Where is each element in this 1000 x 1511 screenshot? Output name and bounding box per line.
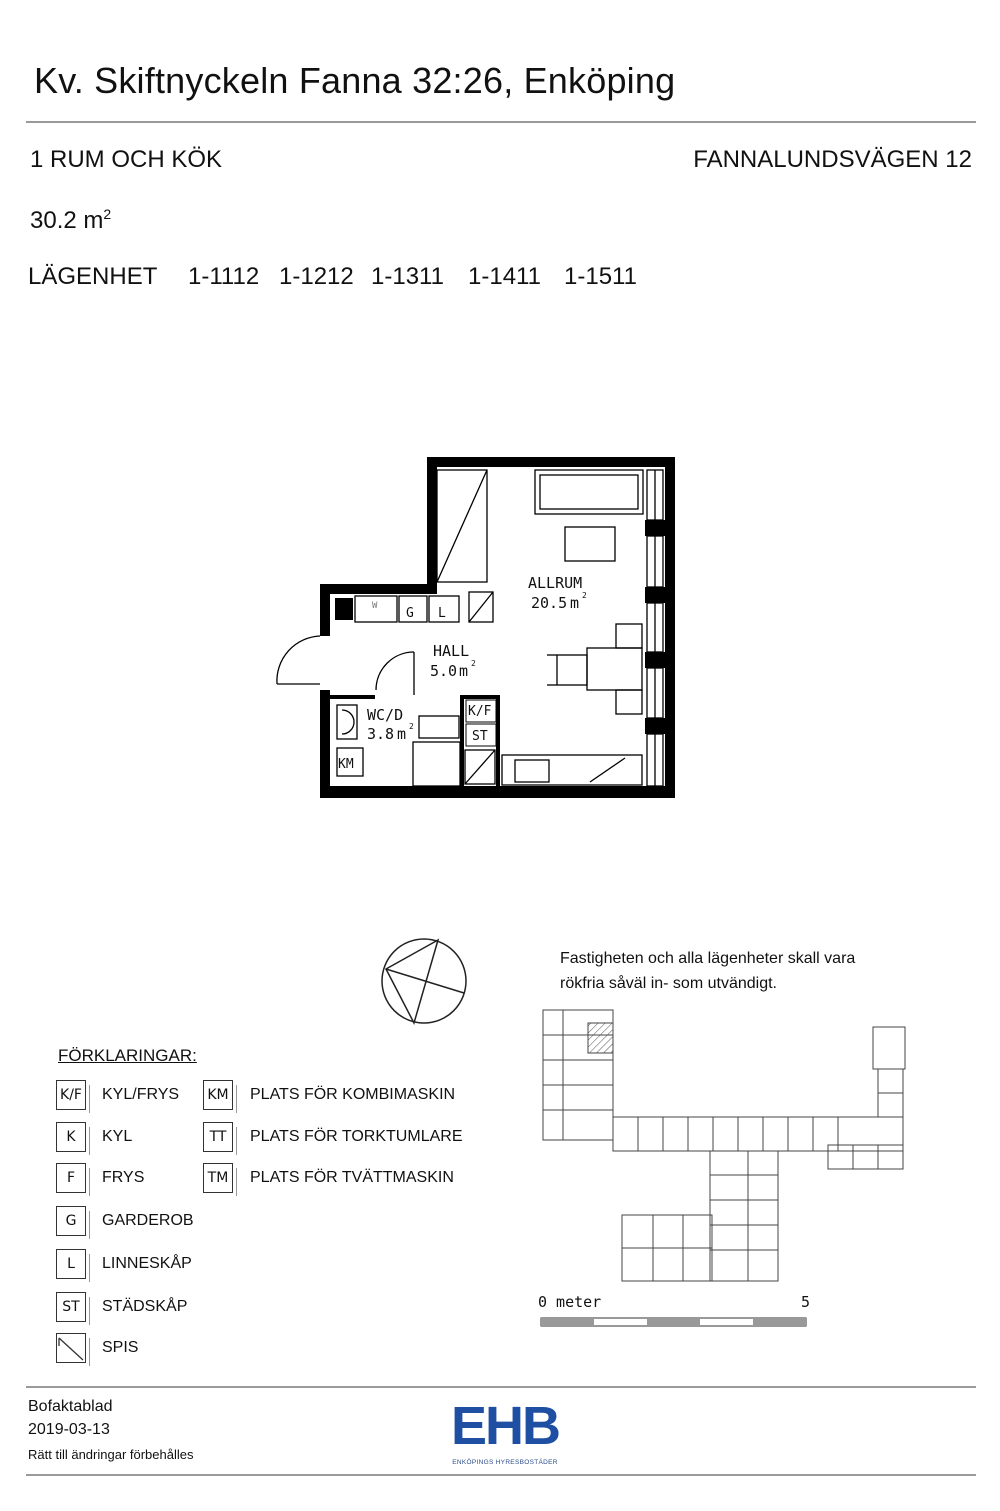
site-plan — [538, 1005, 918, 1290]
logo-subtitle: ENKÖPINGS HYRESBOSTÄDER — [452, 1459, 558, 1466]
legend-label: KYL/FRYS — [102, 1086, 180, 1103]
notice-line: rökfria såväl in- som utvändigt. — [560, 975, 777, 992]
room-type: 1 RUM OCH KÖK — [30, 146, 223, 173]
stove-symbol-icon — [56, 1333, 86, 1363]
apartment-number: 1-1511 — [564, 263, 637, 290]
legend-code: K — [56, 1122, 86, 1152]
legend-code: L — [56, 1249, 86, 1279]
legend-label: PLATS FÖR KOMBIMASKIN — [250, 1086, 456, 1103]
legend-code: F — [56, 1163, 86, 1193]
ehb-logo — [440, 1396, 570, 1468]
room-name: WC/D — [367, 706, 404, 724]
room-unit-sup: 2 — [471, 659, 476, 668]
scale-bar — [540, 1316, 810, 1328]
footer-bottom-divider — [26, 1474, 976, 1476]
legend-label: SPIS — [102, 1339, 139, 1356]
legend-code: KM — [203, 1080, 233, 1110]
room-unit-sup: 2 — [582, 591, 587, 600]
legend-title: FÖRKLARINGAR: — [58, 1046, 197, 1065]
legend-code: TT — [203, 1122, 233, 1152]
scale-end-label: 5 — [801, 1293, 811, 1311]
apartment-area — [30, 206, 111, 235]
washer-mark: W — [372, 601, 378, 611]
street-address: FANNALUNDSVÄGEN 12 — [693, 146, 972, 173]
legend-code: TM — [203, 1163, 233, 1193]
apartment-row — [28, 263, 668, 293]
legend-code: K/F — [56, 1080, 86, 1110]
legend-label: FRYS — [102, 1169, 145, 1186]
linen-mark: L — [438, 606, 446, 621]
legend-code: G — [56, 1206, 86, 1236]
legend-label: PLATS FÖR TVÄTTMASKIN — [250, 1169, 454, 1186]
room-unit-sup: 2 — [409, 722, 414, 731]
logo-text: EHB — [450, 1396, 560, 1452]
area-value: 30.2 m — [30, 207, 104, 234]
room-area: 5.0 — [430, 662, 458, 680]
north-arrow-icon — [378, 935, 470, 1027]
notice-line: Fastigheten och alla lägenheter skall vara — [560, 950, 856, 967]
room-unit: m — [397, 725, 407, 743]
legend-label: LINNESKÅP — [102, 1255, 192, 1272]
floor-plan — [270, 450, 690, 810]
apartment-number: 1-1212 — [279, 263, 354, 290]
document-date: 2019-03-13 — [28, 1421, 110, 1438]
scale-start-label: 0 meter — [538, 1293, 602, 1311]
page-title: Kv. Skiftnyckeln Fanna 32:26, Enköping — [34, 60, 676, 101]
disclaimer: Rätt till ändringar förbehålles — [28, 1447, 194, 1462]
room-area: 20.5 — [531, 594, 568, 612]
legend-label: KYL — [102, 1128, 133, 1145]
smoke-free-notice — [560, 946, 900, 996]
cleaning-mark: ST — [472, 729, 488, 744]
document-type: Bofaktablad — [28, 1398, 113, 1415]
footer-divider — [26, 1386, 976, 1388]
room-area: 3.8 — [367, 725, 395, 743]
legend-code: ST — [56, 1292, 86, 1322]
wardrobe-mark: G — [406, 606, 414, 621]
walls — [320, 457, 675, 798]
room-unit: m — [570, 594, 580, 612]
apartment-number: 1-1311 — [371, 263, 444, 290]
room-unit: m — [459, 662, 469, 680]
apartment-number: 1-1411 — [468, 263, 541, 290]
legend-label: STÄDSKÅP — [102, 1298, 188, 1315]
legend-label: GARDEROB — [102, 1212, 194, 1229]
apartment-number: 1-1112 — [188, 263, 260, 290]
combi-mark: KM — [338, 757, 354, 772]
header-divider — [26, 121, 976, 123]
legend-label: PLATS FÖR TORKTUMLARE — [250, 1128, 463, 1145]
ehb-logo-icon — [440, 1396, 570, 1452]
room-name: ALLRUM — [528, 574, 583, 592]
fridge-mark: K/F — [468, 704, 492, 719]
area-superscript: 2 — [103, 206, 112, 222]
apartment-label: LÄGENHET — [28, 263, 158, 290]
room-name: HALL — [433, 642, 470, 660]
